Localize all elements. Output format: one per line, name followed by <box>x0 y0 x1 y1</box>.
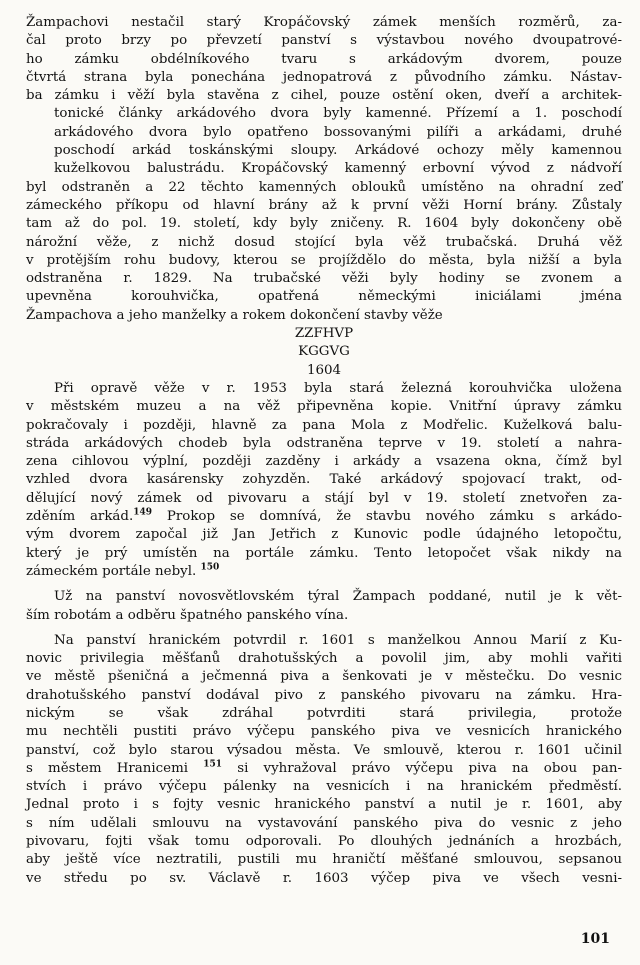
text-line: ho zámku obdélníkového tvaru s arkádovým dvorem, pouze <box>26 51 622 67</box>
text-line: ve městě pšeničná a ječmenná piva a šenkovati je v městečku. Do vesnic <box>26 669 622 685</box>
text-line: pivovaru, fojti však tomu odporovali. Po dlouhých jednáních a hrozbách, <box>26 834 622 850</box>
text-line: stvích i právo výčepu pálenky na vesnicích i na hranickém předměstí. <box>26 779 622 795</box>
text-line: Žampachovi nestačil starý Kropáčovský zámek menších rozměrů, za- <box>26 15 622 30</box>
text-line: aby ještě více neztratili, pustili mu hraničtí měšťané smlouvou, sepsanou <box>26 852 622 868</box>
text-line: ším robotám a odběru špatného panského vína. <box>26 607 349 623</box>
inscription-line: ZZFHVP <box>294 326 354 342</box>
inscription-year: 1604 <box>306 362 342 378</box>
text-line: ve středu po sv. Václavě r. 1603 výčep piva ve všech vesni- <box>26 870 622 886</box>
footnote-ref-151: 151 <box>203 759 223 770</box>
paragraph-tower-repair <box>26 380 622 581</box>
text-line: vzhled dvora kasárensky zohyzděn. Také arkádový spojovací trakt, od- <box>26 472 622 488</box>
text-line: který je prý umístěn na portále zámku. Tento letopočet však nikdy na <box>26 545 622 561</box>
text-line: odstraněna r. 1829. Na trubačské věži byly hodiny se zvonem a <box>26 271 622 287</box>
text-line: arkádového dvora bylo opatřeno bossovanými pilíři a arkádami, druhé <box>54 124 622 140</box>
weathervane-inscription <box>26 325 622 380</box>
text-line: tonické články arkádového dvora byly kamenné. Přízemí a 1. poschodí <box>54 106 622 122</box>
text-fragment: s městem Hranicemi <box>26 760 189 776</box>
text-fragment: si vyhražoval právo výčepu piva na obou pan- <box>237 760 622 776</box>
text-line: byl odstraněn a 22 těchto kamenných oblouků umístěno na ohradní zeď <box>26 179 622 195</box>
footnote-ref-150: 150 <box>200 562 220 573</box>
paragraph-hranice-estate <box>26 632 622 888</box>
text-line: tam až do pol. 19. století, kdy byly zničeny. R. 1604 byly dokončeny obě <box>26 216 622 232</box>
text-line: Při opravě věže v r. 1953 byla stará železná korouhvička uložena <box>54 380 622 396</box>
text-line: panství, což bylo starou výsadou města. Ve smlouvě, kterou r. 1601 učinil <box>26 742 622 758</box>
text-line <box>26 760 622 778</box>
text-line: kuželkovou balustrádu. Kropáčovský kamenný erbovní vývod z nádvoří <box>54 161 622 177</box>
text-line: ba zámku i věží byla stavěna z cihel, pouze ostění oken, dveří a architek- <box>26 88 622 104</box>
text-fragment: zámeckém portále nebyl. <box>26 563 197 579</box>
text-line: pokračovaly i později, hlavně za pana Mola z Modřelic. Kuželková balu- <box>26 417 622 433</box>
text-line: mu nechtěli pustiti právo výčepu panského piva ve vesnicích hranického <box>26 724 622 740</box>
text-line: čal proto brzy po převzetí panství s výstavbou nového dvoupatrové- <box>26 33 622 49</box>
text-line: nárožní věže, z nichž dosud stojící byla věž trubačská. Druhá věž <box>26 234 622 250</box>
text-line: čtvrtá strana byla ponechána jednopatrová z původního zámku. Nástav- <box>26 69 622 85</box>
inscription-line: KGGVG <box>298 344 350 360</box>
text-line: v protějším rohu budovy, kterou se projíždělo do města, byla nižší a byla <box>26 252 622 268</box>
paragraph-castle-construction <box>26 14 622 325</box>
text-line: upevněna korouhvička, opatřená německými iniciálami jména <box>26 289 622 305</box>
text-line: dělující nový zámek od pivovaru a stájí byl v 19. století znetvořen za- <box>26 490 622 506</box>
text-line <box>26 508 622 526</box>
text-line: v městském muzeu a na věž připevněna kopie. Vnitřní úpravy zámku <box>26 399 622 415</box>
text-line: novic privilegia měšťanů drahotušských a povolil jim, aby mohli vařiti <box>26 651 622 667</box>
text-line: zámeckého příkopu od hlavní brány až k první věži Horní brány. Zůstaly <box>26 197 622 213</box>
text-line: Už na panství novosvětlovském týral Žampach poddané, nutil je k vět- <box>54 589 622 605</box>
text-fragment: zděním arkád. <box>26 509 134 525</box>
text-line <box>26 563 622 581</box>
paragraph-novosvetlov <box>26 588 622 625</box>
text-line: poschodí arkád toskánskými sloupy. Arkádové ochozy měly kamennou <box>54 143 622 159</box>
text-line: stráda arkádových chodeb byla odstraněna teprve v 19. století a nahra- <box>26 435 622 451</box>
text-line: nickým se však zdráhal potvrditi stará privilegia, protože <box>26 705 622 721</box>
text-line: zena cihlovou výplní, později zazděny i arkády a vsazena okna, čímž byl <box>26 454 622 470</box>
text-fragment: Prokop se domnívá, že stavbu nového zámku s arkádo- <box>166 509 622 525</box>
page-number: 101 <box>580 931 610 947</box>
text-line: vým dvorem započal již Jan Jetřich z Kunovic podle údajného letopočtu, <box>26 527 622 543</box>
text-line: drahotušského panství dodával pivo z panského pivovaru na zámku. Hra- <box>26 687 622 703</box>
text-line: Jednal proto i s fojty vesnic hranického panství a nutil je r. 1601, aby <box>26 797 622 813</box>
text-line: Žampachova a jeho manželky a rokem dokončení stavby věže <box>26 307 443 323</box>
text-line: Na panství hranickém potvrdil r. 1601 s manželkou Annou Marií z Ku- <box>54 632 622 648</box>
footnote-ref-149: 149 <box>133 507 153 518</box>
text-line: s ním udělali smlouvu na vystavování panského piva do vesnic z jeho <box>26 815 622 831</box>
